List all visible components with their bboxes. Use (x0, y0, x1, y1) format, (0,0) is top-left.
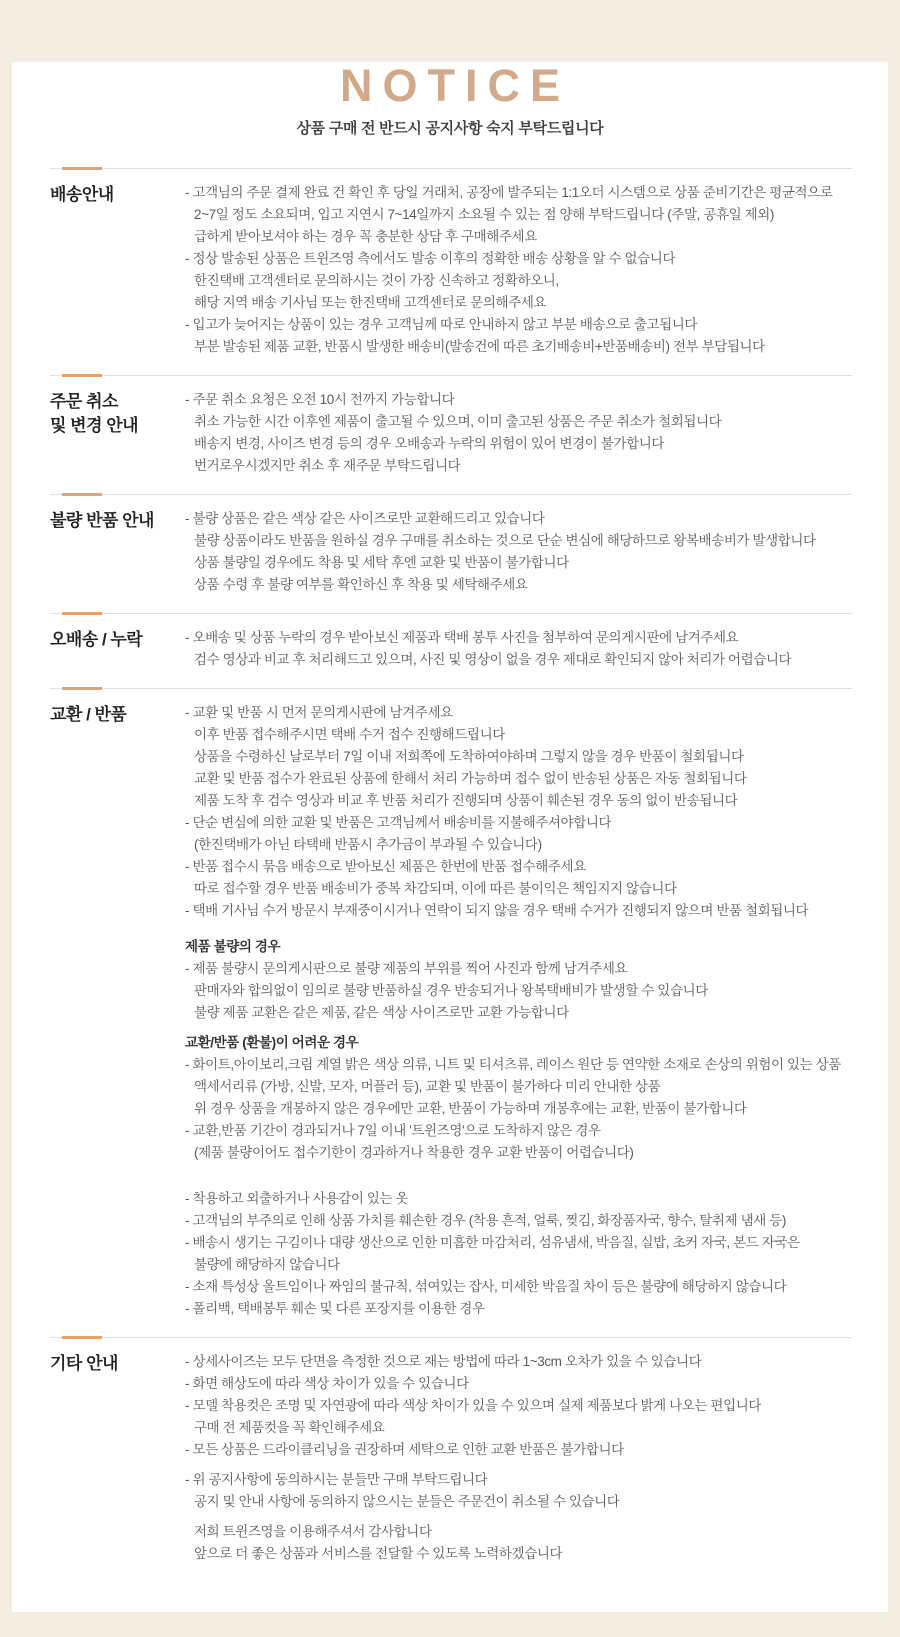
divider-accent-bar (62, 687, 102, 690)
section-heading (50, 508, 185, 596)
content-line: (한진택배가 아닌 타택배 반품시 추가금이 부과될 수 있습니다) (194, 837, 542, 852)
divider-accent-bar (62, 374, 102, 377)
content-line: 따로 접수할 경우 반품 배송비가 중복 차감되며, 이에 따른 불이익은 책임지지 않습니다 (194, 881, 677, 896)
section-divider (50, 613, 852, 614)
section-content (185, 1351, 874, 1565)
section-content (185, 182, 874, 358)
section (50, 375, 874, 494)
content-line: - 고객님의 주문 결제 완료 건 확인 후 당일 거래처, 공장에 발주되는 1:1오더 시스템으로 상품 준비기간은 평균적으로 (185, 185, 833, 200)
content-line: - 소재 특성상 올트임이나 짜임의 불규칙, 섞여있는 잡사, 미세한 박음질 차이 등은 불량에 해당하지 않습니다 (185, 1279, 787, 1294)
section-row (50, 169, 874, 375)
content-subheading: 교환/반품 (환불)이 어려운 경우 (185, 1035, 359, 1050)
content-line: 교환 및 반품 접수가 완료된 상품에 한해서 처리 가능하며 접수 없이 반송된 상품은 자동 철회됩니다 (194, 771, 747, 786)
content-line: 배송지 변경, 사이즈 변경 등의 경우 오배송과 누락의 위험이 있어 변경이 불가합니다 (194, 436, 665, 451)
section-heading-line: 기타 안내 (50, 1354, 118, 1373)
content-line: 취소 가능한 시간 이후엔 제품이 출고될 수 있으며, 이미 출고된 상품은 주문 취소가 철회됩니다 (194, 414, 722, 429)
section-row (50, 495, 874, 613)
content-line: - 폴리백, 택배봉투 훼손 및 다른 포장지를 이용한 경우 (185, 1301, 485, 1316)
sections (12, 168, 888, 1582)
section-content (185, 508, 874, 596)
section-heading (50, 1351, 185, 1565)
content-line: - 입고가 늦어지는 상품이 있는 경우 고객님께 따로 안내하지 않고 부분 배송으로 출고됩니다 (185, 317, 698, 332)
content-line: 번거로우시겠지만 취소 후 재주문 부탁드립니다 (194, 458, 461, 473)
content-line: 불량 상품이라도 반품을 원하실 경우 구매를 취소하는 것으로 단순 변심에 해당하므로 왕복배송비가 발생합니다 (194, 533, 816, 548)
section (50, 613, 874, 688)
notice-card (12, 62, 888, 1612)
content-line: 검수 영상과 비교 후 처리해드고 있으며, 사진 및 영상이 없을 경우 제대로 확인되지 않아 처리가 어렵습니다 (194, 652, 792, 667)
content-line: - 주문 취소 요청은 오전 10시 전까지 가능합니다 (185, 392, 455, 407)
content-line: 판매자와 합의없이 임의로 불량 반품하실 경우 반송되거나 왕복택배비가 발생할 수 있습니다 (194, 983, 708, 998)
content-line: - 제품 불량시 문의게시판으로 불량 제품의 부위를 찍어 사진과 함께 남겨주세요 (185, 961, 628, 976)
section-heading-line: 배송안내 (50, 185, 114, 204)
divider-accent-bar (62, 1336, 102, 1339)
divider-accent-bar (62, 167, 102, 170)
notice-header (12, 62, 888, 139)
content-line: 상품 불량일 경우에도 착용 및 세탁 후엔 교환 및 반품이 불가합니다 (194, 555, 569, 570)
divider-accent-bar (62, 493, 102, 496)
content-line: - 배송시 생기는 구김이나 대량 생산으로 인한 미흡한 마감처리, 섬유냄새, 박음질, 실밥, 초커 자국, 본드 자국은 (185, 1235, 800, 1250)
content-line: 액세서리류 (가방, 신발, 모자, 머플러 등), 교환 및 반품이 불가하다 미리 안내한 상품 (194, 1079, 661, 1094)
section-heading (50, 389, 185, 477)
content-line: 부분 발송된 제품 교환, 반품시 발생한 배송비(발송건에 따른 초기배송비+반품배송비) 전부 부담됩니다 (194, 339, 765, 354)
content-line: - 화면 해상도에 따라 색상 차이가 있을 수 있습니다 (185, 1376, 469, 1391)
section (50, 494, 874, 613)
content-line: 급하게 받아보셔야 하는 경우 꼭 충분한 상담 후 구매해주세요 (194, 229, 537, 244)
section-content (185, 389, 874, 477)
content-line: 불량 제품 교환은 같은 제품, 같은 색상 사이즈로만 교환 가능합니다 (194, 1005, 569, 1020)
section-heading-line: 교환 / 반품 (50, 705, 127, 724)
section-heading (50, 182, 185, 358)
section-divider (50, 494, 852, 495)
section (50, 1337, 874, 1582)
content-line: 해당 지역 배송 기사님 또는 한진택배 고객센터로 문의해주세요 (194, 295, 547, 310)
content-line: - 착용하고 외출하거나 사용감이 있는 옷 (185, 1191, 409, 1206)
content-line: - 반품 접수시 묶음 배송으로 받아보신 제품은 한번에 반품 접수해주세요 (185, 859, 586, 874)
content-line: 2~7일 정도 소요되며, 입고 지연시 7~14일까지 소요될 수 있는 점 양해 부탁드립니다 (주말, 공휴일 제외) (194, 207, 775, 222)
content-line: - 정상 발송된 상품은 트윈즈영 측에서도 발송 이후의 정확한 배송 상황을 알 수 없습니다 (185, 251, 676, 266)
divider-accent-bar (62, 612, 102, 615)
content-line: - 위 공지사항에 동의하시는 분들만 구매 부탁드립니다 (185, 1472, 488, 1487)
content-line: - 불량 상품은 같은 색상 같은 사이즈로만 교환해드리고 있습니다 (185, 511, 545, 526)
content-line: - 오배송 및 상품 누락의 경우 받아보신 제품과 택배 봉투 사진을 첨부하여 문의게시판에 남겨주세요 (185, 630, 739, 645)
content-line: 위 경우 상품을 개봉하지 않은 경우에만 교환, 반품이 가능하며 개봉후에는 교환, 반품이 불가합니다 (194, 1101, 747, 1116)
section-divider (50, 375, 852, 376)
content-line: - 화이트,아이보리,크림 계열 밝은 색상 의류, 니트 및 티셔츠류, 레이스 원단 등 연약한 소재로 손상의 위험이 있는 상품 (185, 1057, 841, 1072)
content-subheading: 제품 불량의 경우 (185, 939, 281, 954)
section-divider (50, 168, 852, 169)
content-line: - 택배 기사님 수거 방문시 부재중이시거나 연락이 되지 않을 경우 택배 수거가 진행되지 않으며 반품 철회됩니다 (185, 903, 809, 918)
content-line: 불량에 해당하지 않습니다 (194, 1257, 340, 1272)
section-row (50, 1338, 874, 1582)
content-line: - 교환,반품 기간이 경과되거나 7일 이내 '트윈즈영'으로 도착하지 않은 경우 (185, 1123, 601, 1138)
page-subtitle: 상품 구매 전 반드시 공지사항 숙지 부탁드립니다 (296, 120, 604, 137)
content-line: 이후 반품 접수해주시면 택배 수거 접수 진행해드립니다 (194, 727, 505, 742)
section (50, 168, 874, 375)
content-line: 제품 도착 후 검수 영상과 비교 후 반품 처리가 진행되며 상품이 훼손된 경우 동의 없이 반송됩니다 (194, 793, 738, 808)
section-row (50, 376, 874, 494)
section-heading (50, 702, 185, 1320)
content-line: - 상세사이즈는 모두 단면을 측정한 것으로 재는 방법에 따라 1~3cm 오차가 있을 수 있습니다 (185, 1354, 702, 1369)
content-line: - 모델 착용컷은 조명 및 자연광에 따라 색상 차이가 있을 수 있으며 실제 제품보다 밝게 나오는 편입니다 (185, 1398, 761, 1413)
content-line: (제품 불량이어도 접수기한이 경과하거나 착용한 경우 교환 반품이 어렵습니다) (194, 1145, 634, 1160)
section-divider (50, 1337, 852, 1338)
section-heading (50, 627, 185, 671)
section-heading-line: 주문 취소 (50, 392, 118, 411)
content-line: - 단순 변심에 의한 교환 및 반품은 고객님께서 배송비를 지불해주셔야합니다 (185, 815, 612, 830)
section (50, 688, 874, 1337)
content-line: 한진택배 고객센터로 문의하시는 것이 가장 신속하고 정확하오니, (194, 273, 559, 288)
section-heading-line: 및 변경 안내 (50, 416, 139, 435)
section-row (50, 614, 874, 688)
section-content (185, 627, 874, 671)
section-row (50, 689, 874, 1337)
content-line: - 고객님의 부주의로 인해 상품 가치를 훼손한 경우 (착용 흔적, 얼룩, 찢김, 화장품자국, 향수, 탈취제 냄새 등) (185, 1213, 786, 1228)
section-content (185, 702, 874, 1320)
page-title: NOTICE (339, 60, 570, 111)
content-line: - 모든 상품은 드라이클리닝을 권장하며 세탁으로 인한 교환 반품은 불가합니다 (185, 1442, 624, 1457)
section-divider (50, 688, 852, 689)
content-line: 구매 전 제품컷을 꼭 확인해주세요 (194, 1420, 385, 1435)
section-heading-line: 오배송 / 누락 (50, 630, 143, 649)
content-line: 상품을 수령하신 날로부터 7일 이내 저희쪽에 도착하여야하며 그렇지 않을 경우 반품이 철회됩니다 (194, 749, 744, 764)
content-line: 공지 및 안내 사항에 동의하지 않으시는 분들은 주문건이 취소될 수 있습니다 (194, 1494, 620, 1509)
content-line: - 교환 및 반품 시 먼저 문의게시판에 남겨주세요 (185, 705, 453, 720)
content-line: 앞으로 더 좋은 상품과 서비스를 전달할 수 있도록 노력하겠습니다 (194, 1546, 563, 1561)
content-line: 저희 트윈즈영을 이용해주셔서 감사합니다 (194, 1524, 432, 1539)
content-line: 상품 수령 후 불량 여부를 확인하신 후 착용 및 세탁해주세요 (194, 577, 528, 592)
section-heading-line: 불량 반품 안내 (50, 511, 154, 530)
